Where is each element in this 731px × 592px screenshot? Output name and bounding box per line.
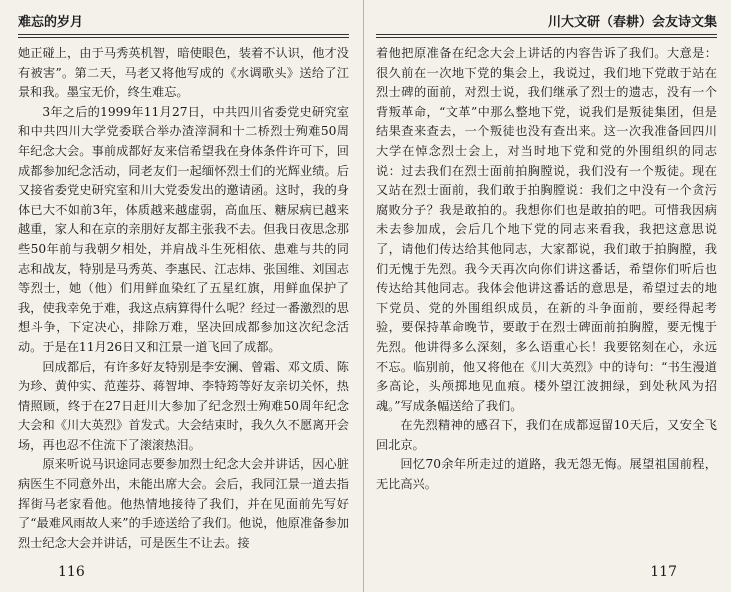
header-rule [376, 34, 717, 35]
paragraph: 在先烈精神的感召下，我们在成都逗留10天后，又安全飞回北京。 [376, 418, 717, 452]
paragraph: 她正碰上，由于马秀英机智，暗使眼色，装着不认识，他才没有被害”。第二天，马老又将他写成的《水调歌头》送给了江景和我。墨宝无价，终生难忘。 [18, 46, 349, 100]
paragraph: 回忆70余年所走过的道路，我无怨无悔。展望祖国前程，无比高兴。 [376, 457, 717, 492]
header-rule-thin [18, 37, 349, 38]
left-running-header: 难忘的岁月 [18, 15, 84, 30]
right-body-text [376, 44, 717, 495]
paragraph: 3年之后的1999年11月27日，中共四川省委党史研究室和中共四川大学党委联合举办渣滓洞和十二桥烈士殉难50周年纪念大会。事前成都好友来信希望我在身体条件许可下，回成都参加纪念活动，同老友们一起缅怀烈士们的光辉业绩。后又接省委党史研究室和川大党委发出的邀请函。这时，我的身体已大不如前3年，体质越来越虚弱，高血压、糖尿病已越来越重，家人和在京的亲朋好友都主张我不去。但我日夜思念那些50年前与我朝夕相处，并肩战斗生死相依、患难与共的同志和战友，特别是马秀英、李惠民、江志炜、张国维、刘国志等烈士，她（他）们用鲜血染红了五星红旗，用鲜血保护了我，使我幸免于难，我这点病算得什么呢？经过一番激烈的思想斗争，下定决心，排除万难，坚决回成都参加这次纪念活动。于是在11月26日又和江景一道飞回了成都。 [18, 104, 349, 354]
paragraph: 原来听说马识途同志要参加烈士纪念大会并讲话，因心脏病医生不同意外出，未能出席大会。会后，我同江景一道去指挥街马老家看他。他热情地接待了我们，并在见面前先写好了“最难风雨故人来”的手迹送给了我们。他说，他原准备参加烈士纪念大会并讲话，可是医生不让去。接 [18, 457, 349, 550]
right-page-number: 117 [650, 564, 677, 580]
left-page [0, 0, 364, 592]
header-rule-thin [376, 37, 717, 38]
right-page [364, 0, 731, 592]
paragraph: 回成都后，有许多好友特别是李安澜、曾霜、邓文质、陈为珍、黄仲实、范莲芬、蒋智坤、李特筠等好友亲切关怀，热情照顾，终于在27日赶川大参加了纪念烈士殉难50周年纪念大会和《川大英烈》首发式。大会结束时，我久久不愿离开会场，再也忍不住流下了滚滚热泪。 [18, 359, 349, 452]
left-body-text [18, 44, 349, 553]
header-rule [18, 34, 349, 35]
right-running-header: 川大文研（春耕）会友诗文集 [547, 15, 717, 30]
left-page-number: 116 [58, 564, 85, 580]
paragraph: 着他把原准备在纪念大会上讲话的内容告诉了我们。大意是：很久前在一次地下党的集会上，我说过，我们地下党敢于站在烈士碑的面前，对烈士说，我们继承了烈士的遗志，没有一个背叛革命，“文革”中那么整地下党，说我们是叛徒集团，但是结果查来查去，一个叛徒也没有查出来。这一次我准备回四川大学在悼念烈士会上，对当时地下党和党的外围组织的同志说：过去我们在烈士面前拍胸膛说，我们没有一个叛徒。现在又站在烈士面前，我们敢于拍胸膛说：我们之中没有一个贪污腐败分子？我是敢拍的。我想你们也是敢拍的吧。可惜我因病未去参加成，会后几个地下党的同志来看我，我把这意思说了，请他们传达给其他同志，大家都说，我们敢于拍胸膛，我们无愧于先烈。我今天再次向你们讲这番话，希望你们听后也传达给其他同志。我体会他讲这番话的意思是，希望过去的地下党员、党的外围组织成员，在新的斗争面前，要经得起考验，要保持革命晚节，要敢于在烈士碑面前拍胸膛，要无愧于先烈。他讲得多么深刻，多么语重心长！我要铭刻在心，永远不忘。临别前，他又将他在《川大英烈》中的诗句：“书生漫道多高论，头颅掷地见血痕。楼外望江波拥绿，到处秋风为招魂。”写成条幅送给了我们。 [376, 46, 717, 413]
